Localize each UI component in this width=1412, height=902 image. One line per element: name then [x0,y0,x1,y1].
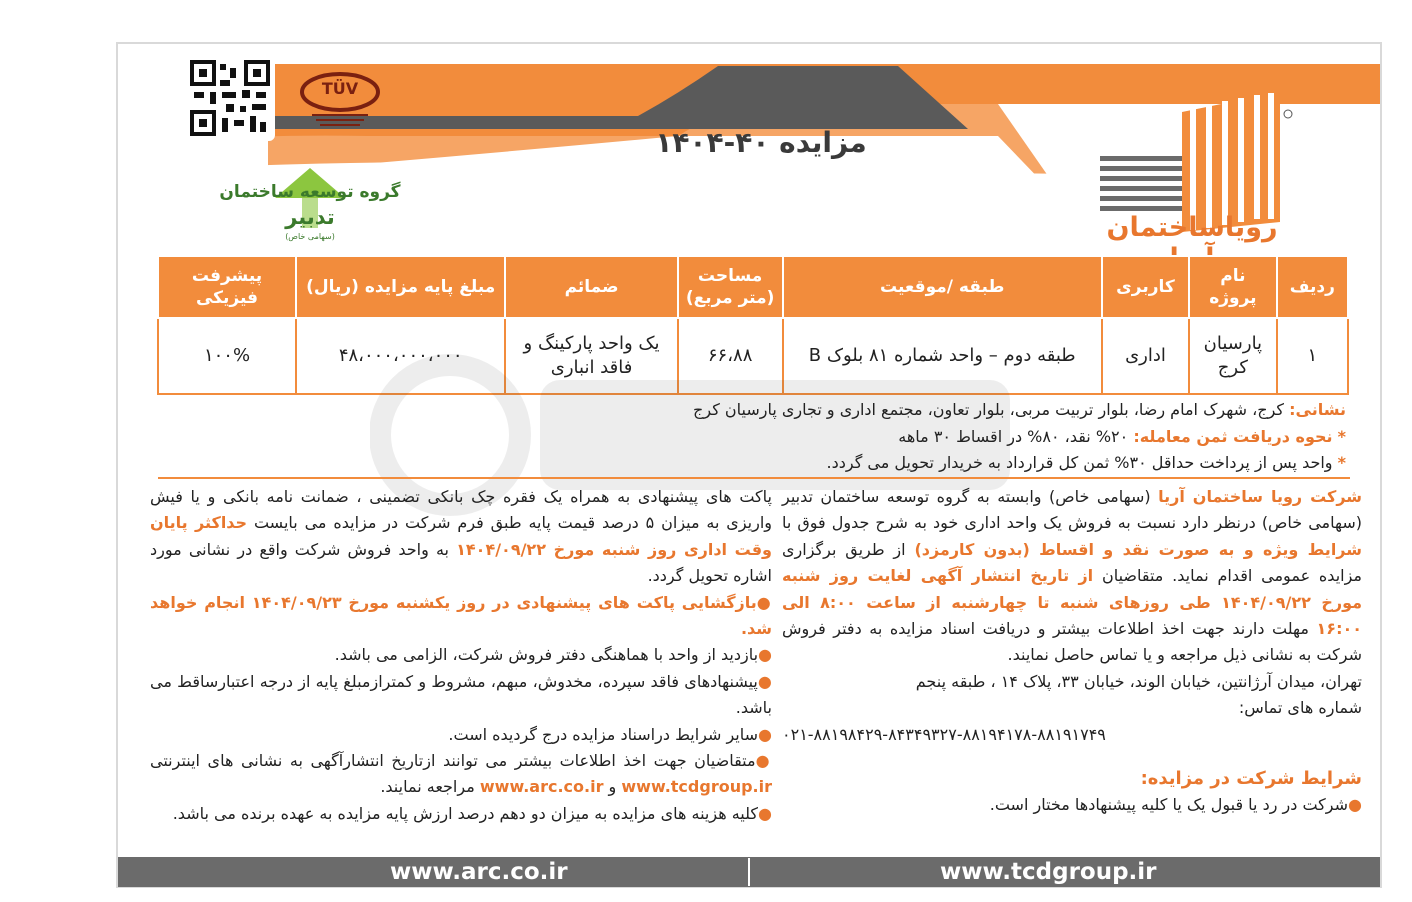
cell-location: طبقه دوم – واحد شماره ۸۱ بلوک B [783,318,1102,394]
condition-5-text: پیشنهادهای فاقد سپرده، مخدوش، مبهم، مشروط و کمترازمبلغ پایه از درجه اعتبارساقط می باشد. [150,671,772,718]
footer-tcdgroup-link[interactable]: www.tcdgroup.ir [940,859,1157,885]
condition-item [150,801,772,827]
delivery-text: واحد پس از پرداخت حداقل ۳۰% ثمن کل قرارداد به خریدار تحویل می گردد. [826,453,1333,472]
payment-label: نحوه دریافت ثمن معامله: [1133,427,1333,446]
payment-text: ۲۰% نقد، ۸۰% در اقساط ۳۰ ماهه [898,427,1129,446]
cell-attachments: یک واحد پارکینگ و فاقد انباری [505,318,677,394]
tuv-label: TÜV [321,79,359,98]
left-column [150,484,772,827]
bullet-dot-icon: ● [758,803,772,823]
address-label: نشانی: [1289,400,1346,419]
tadbir-company-type: (سهامی خاص) [285,232,335,241]
tadbir-name: تدبیر [285,205,335,229]
conditions-title: شرایط شرکت در مزایده: [1140,768,1362,790]
bullet-dot-icon: ● [1348,795,1362,815]
deadline-period: از تاریخ انتشار آگهی لغایت روز شنبه مورخ ۱۴۰۴/۰۹/۲۲ طی روزهای شنبه تا چهارشنبه از ساعت ۸:۰۰ الی ۱۶:۰۰ [782,566,1363,639]
tcdgroup-link[interactable]: www.tcdgroup.ir [621,777,772,797]
office-address: تهران، میدان آرژانتین، خیابان الوند، خیابان ۳۳، پلاک ۱۴ ، طبقه پنجم [915,671,1362,691]
cell-progress: ۱۰۰% [158,318,296,394]
condition-2-text-c: به واحد فروش شرکت واقع در نشانی مورد اشاره تحویل گردد. [150,539,772,586]
col-header-index: ردیف [1277,256,1348,318]
condition-3-text: بازگشایی پاکت های پیشنهادی در روز یکشنبه مورخ ۱۴۰۴/۰۹/۲۳ انجام خواهد شد. [150,592,772,639]
intro-paragraph [782,484,1362,669]
payment-line [898,427,1346,446]
delivery-line [827,453,1346,472]
condition-2-deadline: حداکثر پایان وقت اداری روز شنبه مورخ ۱۴۰۴/۰۹/۲۲ [150,513,773,559]
brand-name: رویاساختمان [1106,212,1278,243]
bullet-dot-icon: ● [755,751,772,771]
contact-instructions: مهلت دارند جهت اخذ اطلاعات بیشتر و دریافت اسناد مزایده به دفتر فروش شرکت به نشانی ذیل مراجعه و یا تماس حاصل نمایند. [782,619,1362,665]
condition-item [150,722,772,748]
col-header-base-price: مبلغ پایه مزایده (ریال) [296,256,505,318]
col-header-progress: پیشرفت فیزیکی [158,256,296,318]
cell-index: ۱ [1277,318,1348,394]
and-word: و [608,777,617,797]
bullet-dot-icon: ● [758,724,772,744]
page-title: مزایده ۴۰-۱۴۰۴ [655,126,867,159]
col-header-attachments: ضمائم [505,256,677,318]
condition-item [150,669,772,722]
condition-item [150,590,772,643]
footer-separator [748,858,750,886]
address-text: کرج، شهرک امام رضا، بلوار تربیت مربی، بلوار تعاون، مجتمع اداری و تجاری پارسیان کرج [693,400,1285,419]
condition-2-text-a: پاکت های پیشنهادی به همراه یک فقره چک بانکی تضمینی ، ضمانت نامه بانکی و یا فیش واریزی به میزان ۵ درصد قیمت پایه طبق فرم شرکت در مزایده می بایست [150,487,773,533]
condition-8-text: کلیه هزینه های مزایده به میزان دو دهم درصد ارزش پایه مزایده به عهده برنده می باشد. [172,803,759,823]
tadbir-group-name: گروه توسعه ساختمان [219,182,401,202]
intro-text: (سهامی خاص) وابسته به گروه توسعه ساختمان تدبیر (سهامی خاص) درنظر دارد نسبت به فروش یک واحد اداری خود به شرح جدول فوق با [782,487,1362,533]
condition-7-text-a: متقاضیان جهت اخذ اطلاعات بیشتر می توانند ازتاریخ انتشارآگهی به نشانی های اینترنتی [150,751,756,771]
cell-usage: اداری [1102,318,1189,394]
condition-6-text: سایر شرایط دراسناد مزایده درج گردیده است. [448,724,759,744]
tuv-certification-logo [298,70,382,132]
condition-item [150,748,772,801]
condition-item [782,792,1362,818]
table-header-row [158,256,1348,318]
condition-item [150,642,772,668]
bullet-dot-icon: ● [756,592,773,612]
company-name: شرکت رویا ساختمان آریا [1158,487,1363,506]
condition-4-text: بازدید از واحد با هماهنگی دفتر فروش شرکت، الزامی می باشد. [334,645,759,665]
col-header-project: نام پروژه [1189,256,1276,318]
special-terms: شرایط ویژه و به صورت نقد و اقساط (بدون کارمزد) [914,539,1362,559]
condition-item [150,484,772,590]
col-header-area: مساحت (متر مربع) [678,256,783,318]
star-bullet-icon: * [1337,453,1346,472]
condition-7-text-b: مراجعه نمایند. [380,777,475,797]
address-line [693,400,1346,419]
cell-base-price: ۴۸،۰۰۰،۰۰۰،۰۰۰ [296,318,505,394]
phone-numbers: ۰۲۱-۸۸۱۹۸۴۲۹-۸۴۳۴۹۳۲۷-۸۸۱۹۴۱۷۸-۸۸۱۹۱۷۴۹ [782,724,1106,744]
cell-project: پارسیان کرج [1189,318,1276,394]
section-divider [158,477,1350,479]
right-column [782,484,1362,819]
intro-text-2: از طریق برگزاری مزایده عمومی اقدام نماید. متقاضیان [782,539,1362,586]
col-header-usage: کاربری [1102,256,1189,318]
condition-1-text: شرکت در رد یا قبول یک یا کلیه پیشنهادها مختار است. [989,795,1349,815]
star-bullet-icon: * [1337,427,1346,446]
bullet-dot-icon: ● [757,671,772,691]
qr-code-icon [187,57,275,141]
arc-link[interactable]: www.arc.co.ir [479,777,604,797]
phones-label: شماره های تماس: [1238,698,1362,718]
col-header-location: طبقه /موقعیت [783,256,1102,318]
footer-arc-link[interactable]: www.arc.co.ir [390,859,568,885]
cell-area: ۶۶،۸۸ [678,318,783,394]
bullet-dot-icon: ● [758,645,772,665]
